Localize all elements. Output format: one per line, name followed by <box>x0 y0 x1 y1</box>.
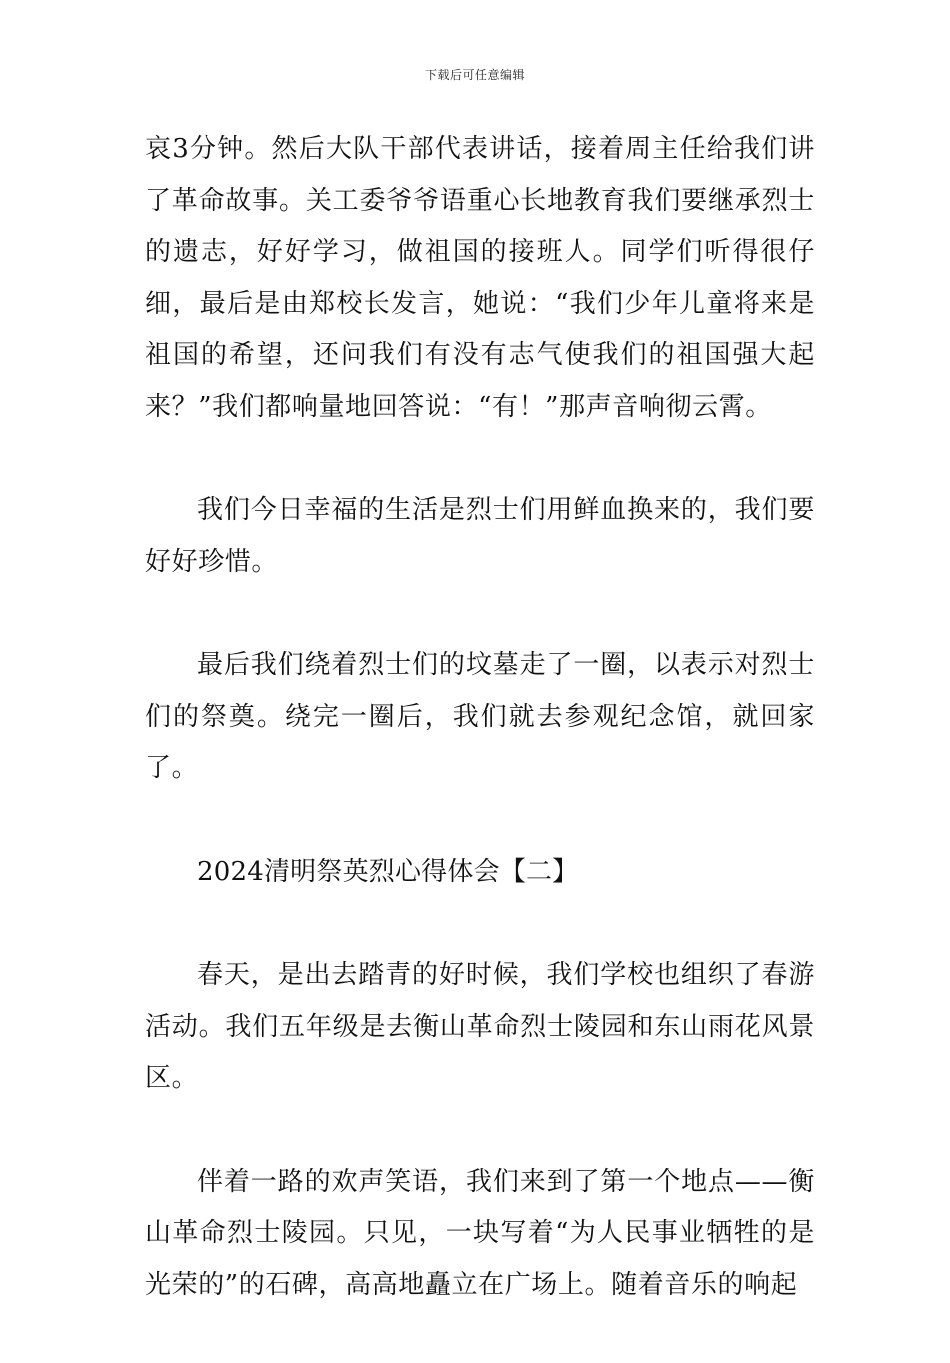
paragraph-continuation: 哀3分钟。然后大队干部代表讲话，接着周主任给我们讲了革命故事。关工委爷爷语重心长地教育我们要继承烈士的遗志，好好学习，做祖国的接班人。同学们听得很仔细，最后是由郑校长发言，她说：“我们少年儿童将来是祖国的希望，还问我们有没有志气使我们的祖国强大起来？”我们都响量地回答说：“有！”那声音响彻云霄。 <box>145 134 815 422</box>
paragraph: 我们今日幸福的生活是烈士们用鲜血换来的，我们要好好珍惜。 <box>145 495 815 577</box>
section-heading: 2024清明祭英烈心得体会【二】 <box>197 856 579 887</box>
document-body <box>145 124 815 1363</box>
paragraph: 最后我们绕着烈士们的坟墓走了一圈，以表示对烈士们的祭奠。绕完一圈后，我们就去参观纪念馆，就回家了。 <box>145 650 815 783</box>
paragraph: 春天，是出去踏青的好时候，我们学校也组织了春游活动。我们五年级是去衡山革命烈士陵园和东山雨花风景区。 <box>145 960 815 1093</box>
page-header: 下载后可任意编辑 <box>424 68 525 82</box>
paragraph: 伴着一路的欢声笑语，我们来到了第一个地点——衡山革命烈士陵园。只见，一块写着“为人民事业牺牲的是光荣的”的石碑，高高地矗立在广场上。随着音乐的响起 <box>145 1166 815 1300</box>
